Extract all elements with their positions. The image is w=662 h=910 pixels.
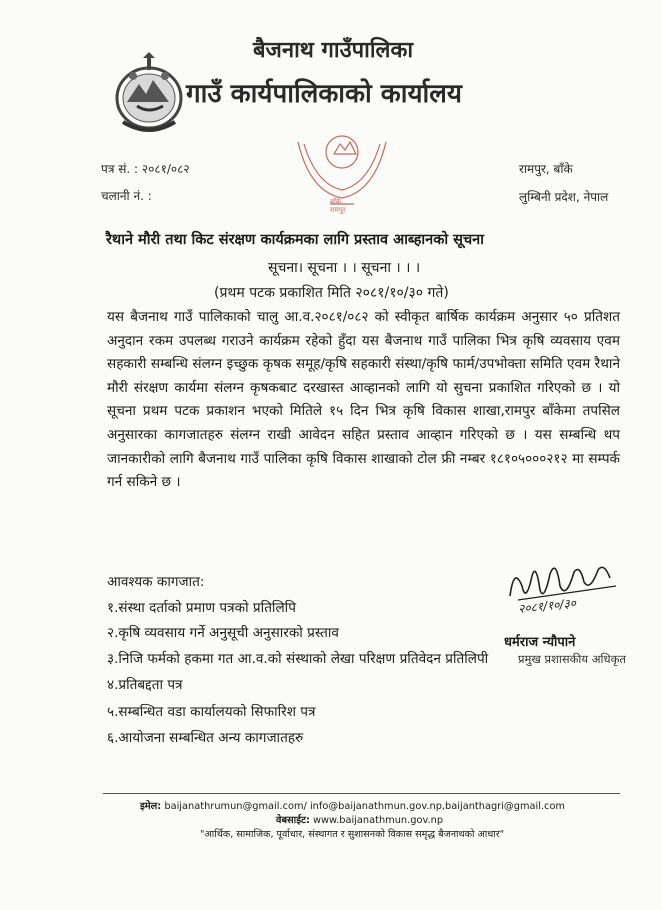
office-title: गाउँ कार्यपालिकाको कार्यालय [186,79,462,109]
document-item: १.संस्था दर्ताको प्रमाण पत्रको प्रतिलिपि [107,600,296,616]
signature-date: २०८१/१०/३० [517,596,577,616]
office-name: बैजनाथ गाउँपालिका [253,38,414,63]
dispatch-number: चलानी नं. : [101,189,152,203]
nepal-emblem-icon [113,50,185,135]
notice-body: यस बैजनाथ गाउँ पालिकाको चालु आ.व.२०८१/०८२ को स्वीकृत बार्षिक कार्यक्रम अनुसार ५० प्रतिशत अनुदान रकम उपलब्ध गराउने कार्यक्रम रहेको हुँदा यस बैजनाथ गाउँ पालिका भित्र कृषि व्यवसाय एवम सहकारी सम्बन्धि संलग्न इच्छुक कृषक समूह/कृषि सहकारी संस्था/कृषि फार्म/उपभोक्ता समिति एवम रैथाने मौरी संरक्षण कार्यमा संलग्न कृषकबाट दरखास्त आव्हानको लागि यो सुचना प्रकाशित गरिएको छ । यो सूचना प्रथम पटक प्रकाशन भएको मितिले १५ दिन भित्र कृषि विकास शाखा,रामपुर बाँकेमा तपसिल अनुसारका कागजातहरु संलग्न राखी आवेदन सहित प्रस्ताव आव्हान गरिएको छ । यस सम्बन्धि थप जानकारीको लागि बैजनाथ गाउँ पालिका कृषि विकास शाखाको टोल फ्री नम्बर १८१०५०००२१२ मा सम्पर्क गर्न सकिने छ । [107,309,620,491]
notice-title: रैथाने मौरी तथा किट संरक्षण कार्यक्रमका लागि प्रस्ताव आब्हानको सूचना [106,232,484,248]
office-location: रामपुर, बाँके [519,162,573,176]
notice-subtitle: सूचना। सूचना । । सूचना । । । [268,260,421,276]
signer-designation: प्रमुख प्रशासकीय अधिकृत [518,652,626,666]
document-item: ३.निजि फर्मको हकमा गत आ.व.को संस्थाको लेखा परिक्षण प्रतिवेदन प्रतिलिपी [107,651,489,667]
letter-number: पत्र सं. : २०८१/०८२ [101,162,190,176]
document-item: ४.प्रतिबद्दता पत्र [107,677,183,693]
footer-divider [103,793,620,794]
document-item: २.कृषि व्यवसाय गर्ने अनुसूची अनुसारको प्रस्ताव [107,625,339,641]
website-label: वेबसाईट: [276,815,310,826]
documents-heading: आवश्यक कागजात: [107,574,205,590]
website-value[interactable]: www.baijanathmun.gov.np [313,815,444,826]
svg-text:रामपुर: रामपुर [330,206,346,214]
publication-date: (प्रथम पटक प्रकाशित मिति २०८१/१०/३० गते) [214,285,449,301]
email-label: इमेल: [140,801,162,812]
footer-email [140,799,565,812]
document-item: ६.आयोजना सम्बन्धित अन्य कागजातहरु [107,730,304,746]
office-province: लुम्बिनी प्रदेश, नेपाल [519,190,609,204]
svg-text:बाँके: बाँके [330,198,342,206]
footer-website [276,813,443,826]
signer-name: धर्मराज न्यौपाने [504,635,576,650]
email-value[interactable]: baijanathrumun@gmail.com/ info@baijanathmun.gov.np,baijanthagri@gmail.com [164,801,565,812]
office-seal [290,122,392,214]
footer-motto: "आर्थिक, सामाजिक, पूर्वाधार, संस्थागत र सुशासनको विकास समृद्ध बैजनाथको आधार" [200,829,505,840]
document-item: ५.सम्बन्धित वडा कार्यालयको सिफारिश पत्र [107,704,316,720]
